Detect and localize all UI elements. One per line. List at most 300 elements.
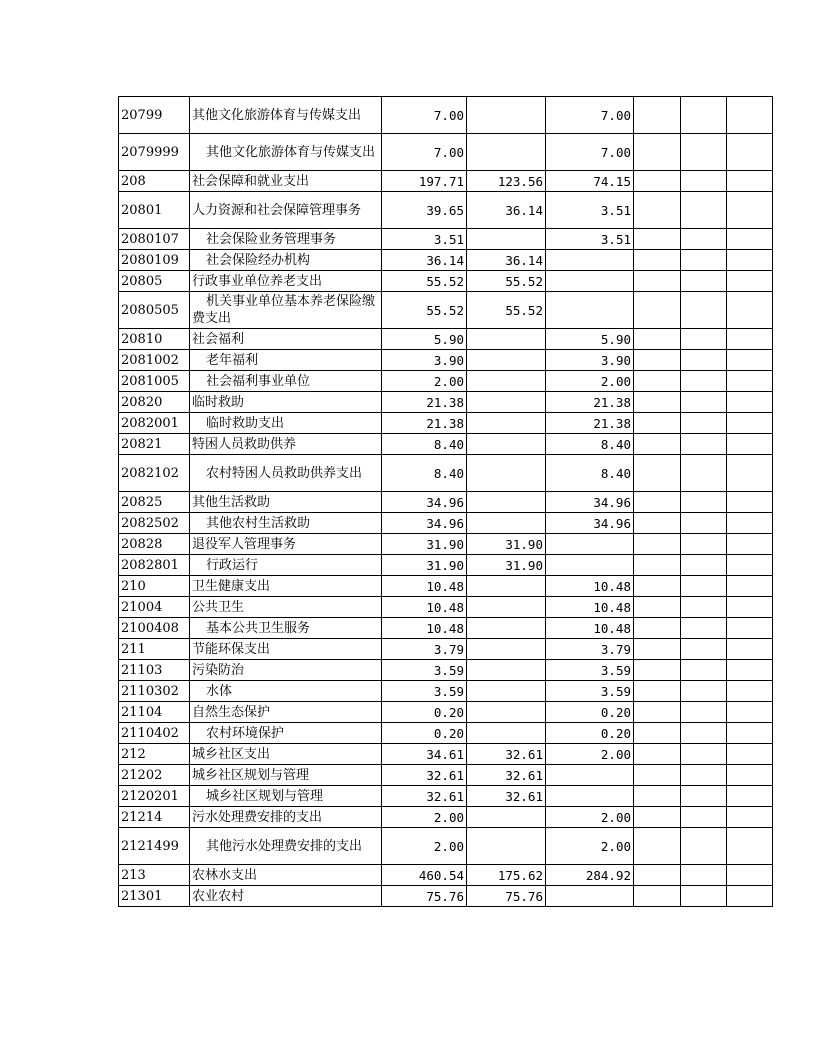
table-row: [119, 639, 773, 660]
basic-expenditure-text: 36.14: [505, 202, 543, 218]
subject-code-cell: [119, 576, 190, 597]
table-row: [119, 413, 773, 434]
total-amount-text: 460.54: [418, 867, 464, 883]
subject-code-cell: [119, 434, 190, 455]
project-expenditure-cell: [546, 250, 634, 271]
subject-name-cell: [190, 723, 382, 744]
empty-cell: [681, 329, 727, 350]
empty-cell: [681, 702, 727, 723]
empty-cell: [727, 134, 773, 171]
subject-name-cell: [190, 702, 382, 723]
empty-cell: [634, 171, 681, 192]
total-amount-cell: [382, 765, 467, 786]
project-expenditure-cell: [546, 597, 634, 618]
subject-code-text: 21104: [121, 704, 163, 720]
empty-cell: [681, 392, 727, 413]
subject-code-text: 2121499: [121, 838, 179, 854]
total-amount-text: 34.96: [426, 494, 464, 510]
project-expenditure-cell: [546, 192, 634, 229]
empty-cell: [634, 597, 681, 618]
subject-name-cell: [190, 329, 382, 350]
subject-code-cell: [119, 865, 190, 886]
table-row: [119, 744, 773, 765]
empty-cell: [727, 371, 773, 392]
total-amount-cell: [382, 192, 467, 229]
empty-cell: [681, 434, 727, 455]
subject-name-text: 卫生健康支出: [192, 578, 271, 594]
project-expenditure-text: 10.48: [593, 578, 631, 594]
subject-name-cell: [190, 886, 382, 907]
subject-code-text: 2082102: [121, 465, 179, 481]
empty-cell: [634, 371, 681, 392]
total-amount-cell: [382, 350, 467, 371]
empty-cell: [727, 576, 773, 597]
subject-code-text: 2110302: [121, 683, 179, 699]
subject-code-text: 2080109: [121, 252, 179, 268]
subject-name-text: 城乡社区规划与管理: [192, 767, 310, 783]
basic-expenditure-cell: [467, 413, 546, 434]
total-amount-cell: [382, 660, 467, 681]
project-expenditure-cell: [546, 828, 634, 865]
subject-name-text: 社会福利: [192, 331, 245, 347]
table-row: [119, 786, 773, 807]
empty-cell: [727, 786, 773, 807]
total-amount-text: 5.90: [433, 331, 464, 347]
empty-cell: [634, 828, 681, 865]
empty-cell: [681, 492, 727, 513]
basic-expenditure-cell: [467, 597, 546, 618]
project-expenditure-cell: [546, 413, 634, 434]
project-expenditure-text: 7.00: [600, 107, 631, 123]
empty-cell: [727, 329, 773, 350]
subject-name-cell: [190, 513, 382, 534]
project-expenditure-cell: [546, 229, 634, 250]
total-amount-cell: [382, 371, 467, 392]
empty-cell: [681, 513, 727, 534]
table-row: [119, 192, 773, 229]
empty-cell: [727, 702, 773, 723]
empty-cell: [681, 618, 727, 639]
subject-name-text: 污水处理费安排的支出: [192, 809, 323, 825]
empty-cell: [634, 639, 681, 660]
project-expenditure-cell: [546, 350, 634, 371]
subject-code-cell: [119, 807, 190, 828]
subject-code-cell: [119, 786, 190, 807]
empty-cell: [634, 413, 681, 434]
empty-cell: [634, 765, 681, 786]
table-row: [119, 250, 773, 271]
subject-code-cell: [119, 350, 190, 371]
empty-cell: [681, 865, 727, 886]
total-amount-text: 2.00: [433, 373, 464, 389]
subject-name-text: 退役军人管理事务: [192, 536, 297, 552]
basic-expenditure-cell: [467, 765, 546, 786]
subject-name-text: 农林水支出: [192, 867, 258, 883]
basic-expenditure-cell: [467, 455, 546, 492]
basic-expenditure-cell: [467, 807, 546, 828]
subject-code-cell: [119, 271, 190, 292]
total-amount-text: 31.90: [426, 557, 464, 573]
total-amount-cell: [382, 250, 467, 271]
subject-name-text: 其他生活救助: [192, 494, 271, 510]
empty-cell: [634, 744, 681, 765]
total-amount-cell: [382, 229, 467, 250]
subject-name-cell: [190, 576, 382, 597]
basic-expenditure-cell: [467, 618, 546, 639]
subject-name-cell: [190, 681, 382, 702]
project-expenditure-text: 3.51: [600, 231, 631, 247]
total-amount-text: 21.38: [426, 415, 464, 431]
table-row: [119, 134, 773, 171]
subject-name-text: 自然生态保护: [192, 704, 271, 720]
total-amount-text: 55.52: [426, 273, 464, 289]
project-expenditure-text: 34.96: [593, 494, 631, 510]
subject-code-text: 208: [121, 173, 146, 189]
empty-cell: [634, 576, 681, 597]
subject-code-text: 21004: [121, 599, 163, 615]
basic-expenditure-cell: [467, 513, 546, 534]
subject-name-text: 城乡社区支出: [192, 746, 271, 762]
total-amount-text: 197.71: [418, 173, 464, 189]
table-row: [119, 886, 773, 907]
project-expenditure-cell: [546, 555, 634, 576]
total-amount-text: 2.00: [433, 838, 464, 854]
empty-cell: [727, 97, 773, 134]
subject-name-cell: [190, 392, 382, 413]
empty-cell: [681, 371, 727, 392]
subject-name-cell: [190, 134, 382, 171]
table-row: [119, 171, 773, 192]
subject-code-text: 210: [121, 578, 146, 594]
basic-expenditure-cell: [467, 192, 546, 229]
empty-cell: [727, 681, 773, 702]
subject-code-cell: [119, 192, 190, 229]
subject-code-cell: [119, 371, 190, 392]
subject-name-cell: [190, 97, 382, 134]
total-amount-cell: [382, 492, 467, 513]
subject-name-cell: [190, 455, 382, 492]
table-row: [119, 434, 773, 455]
subject-code-cell: [119, 513, 190, 534]
basic-expenditure-cell: [467, 329, 546, 350]
subject-name-text: 临时救助: [192, 394, 245, 410]
basic-expenditure-cell: [467, 886, 546, 907]
empty-cell: [634, 702, 681, 723]
empty-cell: [634, 807, 681, 828]
empty-cell: [634, 192, 681, 229]
total-amount-cell: [382, 271, 467, 292]
table-row: [119, 576, 773, 597]
basic-expenditure-cell: [467, 555, 546, 576]
basic-expenditure-cell: [467, 371, 546, 392]
project-expenditure-cell: [546, 513, 634, 534]
subject-name-cell: [190, 765, 382, 786]
total-amount-text: 10.48: [426, 620, 464, 636]
subject-name-cell: [190, 250, 382, 271]
table-row: [119, 660, 773, 681]
project-expenditure-cell: [546, 171, 634, 192]
empty-cell: [727, 171, 773, 192]
empty-cell: [727, 744, 773, 765]
table-row: [119, 271, 773, 292]
empty-cell: [634, 660, 681, 681]
table-row: [119, 702, 773, 723]
basic-expenditure-cell: [467, 292, 546, 329]
project-expenditure-text: 21.38: [593, 415, 631, 431]
project-expenditure-text: 2.00: [600, 838, 631, 854]
subject-code-text: 20810: [121, 331, 163, 347]
total-amount-cell: [382, 329, 467, 350]
empty-cell: [634, 250, 681, 271]
empty-cell: [634, 723, 681, 744]
project-expenditure-text: 2.00: [600, 746, 631, 762]
basic-expenditure-cell: [467, 744, 546, 765]
empty-cell: [727, 555, 773, 576]
total-amount-text: 3.51: [433, 231, 464, 247]
project-expenditure-text: 3.51: [600, 202, 631, 218]
basic-expenditure-cell: [467, 350, 546, 371]
subject-name-text: 人力资源和社会保障管理事务: [192, 202, 362, 218]
empty-cell: [634, 97, 681, 134]
empty-cell: [681, 192, 727, 229]
project-expenditure-cell: [546, 886, 634, 907]
subject-name-cell: [190, 660, 382, 681]
subject-code-cell: [119, 134, 190, 171]
total-amount-cell: [382, 639, 467, 660]
subject-name-cell: [190, 786, 382, 807]
subject-name-text: 机关事业单位基本养老保险缴费支出: [192, 294, 376, 326]
basic-expenditure-cell: [467, 723, 546, 744]
empty-cell: [681, 250, 727, 271]
project-expenditure-text: 21.38: [593, 394, 631, 410]
subject-name-text: 污染防治: [192, 662, 245, 678]
total-amount-cell: [382, 134, 467, 171]
table-row: [119, 292, 773, 329]
total-amount-text: 39.65: [426, 202, 464, 218]
subject-code-cell: [119, 886, 190, 907]
subject-code-text: 20805: [121, 273, 163, 289]
empty-cell: [634, 455, 681, 492]
basic-expenditure-cell: [467, 392, 546, 413]
subject-code-cell: [119, 702, 190, 723]
subject-name-text: 农业农村: [192, 888, 245, 904]
subject-name-text: 社会福利事业单位: [206, 373, 311, 389]
empty-cell: [634, 350, 681, 371]
basic-expenditure-cell: [467, 681, 546, 702]
empty-cell: [634, 134, 681, 171]
total-amount-text: 3.90: [433, 352, 464, 368]
basic-expenditure-text: 175.62: [497, 867, 543, 883]
empty-cell: [634, 886, 681, 907]
subject-name-text: 行政事业单位养老支出: [192, 273, 323, 289]
subject-name-cell: [190, 865, 382, 886]
project-expenditure-text: 8.40: [600, 465, 631, 481]
project-expenditure-cell: [546, 807, 634, 828]
total-amount-cell: [382, 513, 467, 534]
total-amount-text: 7.00: [433, 107, 464, 123]
empty-cell: [727, 639, 773, 660]
subject-name-text: 社会保险经办机构: [206, 252, 311, 268]
total-amount-cell: [382, 886, 467, 907]
subject-code-cell: [119, 639, 190, 660]
total-amount-text: 8.40: [433, 436, 464, 452]
subject-code-text: 21214: [121, 809, 163, 825]
subject-code-text: 21202: [121, 767, 163, 783]
table-row: [119, 765, 773, 786]
total-amount-cell: [382, 171, 467, 192]
project-expenditure-text: 10.48: [593, 620, 631, 636]
empty-cell: [681, 597, 727, 618]
empty-cell: [727, 597, 773, 618]
empty-cell: [681, 534, 727, 555]
basic-expenditure-text: 75.76: [505, 888, 543, 904]
empty-cell: [681, 807, 727, 828]
budget-expenditure-table: [118, 96, 773, 907]
subject-code-text: 211: [121, 641, 146, 657]
basic-expenditure-cell: [467, 171, 546, 192]
project-expenditure-text: 0.20: [600, 704, 631, 720]
subject-code-cell: [119, 597, 190, 618]
total-amount-cell: [382, 413, 467, 434]
subject-name-cell: [190, 597, 382, 618]
subject-code-cell: [119, 828, 190, 865]
total-amount-text: 34.96: [426, 515, 464, 531]
empty-cell: [727, 534, 773, 555]
total-amount-text: 32.61: [426, 788, 464, 804]
empty-cell: [681, 828, 727, 865]
table-row: [119, 723, 773, 744]
subject-code-text: 20821: [121, 436, 163, 452]
total-amount-cell: [382, 597, 467, 618]
empty-cell: [727, 618, 773, 639]
project-expenditure-text: 3.79: [600, 641, 631, 657]
total-amount-cell: [382, 618, 467, 639]
subject-name-cell: [190, 492, 382, 513]
project-expenditure-text: 5.90: [600, 331, 631, 347]
project-expenditure-text: 3.59: [600, 683, 631, 699]
project-expenditure-cell: [546, 786, 634, 807]
basic-expenditure-cell: [467, 639, 546, 660]
project-expenditure-text: 8.40: [600, 436, 631, 452]
project-expenditure-text: 7.00: [600, 144, 631, 160]
empty-cell: [727, 828, 773, 865]
subject-code-cell: [119, 292, 190, 329]
total-amount-text: 32.61: [426, 767, 464, 783]
total-amount-cell: [382, 455, 467, 492]
subject-code-cell: [119, 723, 190, 744]
empty-cell: [681, 229, 727, 250]
subject-code-text: 2081002: [121, 352, 179, 368]
empty-cell: [681, 555, 727, 576]
table-row: [119, 97, 773, 134]
empty-cell: [634, 681, 681, 702]
basic-expenditure-cell: [467, 271, 546, 292]
subject-code-cell: [119, 97, 190, 134]
subject-name-cell: [190, 434, 382, 455]
total-amount-text: 75.76: [426, 888, 464, 904]
total-amount-text: 10.48: [426, 599, 464, 615]
table-row: [119, 371, 773, 392]
subject-name-text: 老年福利: [206, 352, 259, 368]
basic-expenditure-text: 32.61: [505, 746, 543, 762]
table-row: [119, 828, 773, 865]
empty-cell: [727, 271, 773, 292]
subject-code-text: 2082001: [121, 415, 179, 431]
empty-cell: [681, 455, 727, 492]
subject-code-text: 213: [121, 867, 146, 883]
project-expenditure-cell: [546, 292, 634, 329]
subject-code-text: 2100408: [121, 620, 179, 636]
subject-name-cell: [190, 271, 382, 292]
basic-expenditure-cell: [467, 250, 546, 271]
subject-code-cell: [119, 681, 190, 702]
total-amount-text: 7.00: [433, 144, 464, 160]
empty-cell: [681, 660, 727, 681]
project-expenditure-text: 2.00: [600, 809, 631, 825]
total-amount-text: 0.20: [433, 725, 464, 741]
table-row: [119, 492, 773, 513]
subject-code-cell: [119, 744, 190, 765]
subject-name-text: 社会保障和就业支出: [192, 173, 310, 189]
table-row: [119, 681, 773, 702]
subject-name-text: 行政运行: [206, 557, 259, 573]
empty-cell: [727, 492, 773, 513]
empty-cell: [681, 639, 727, 660]
basic-expenditure-cell: [467, 97, 546, 134]
empty-cell: [727, 807, 773, 828]
empty-cell: [727, 434, 773, 455]
basic-expenditure-cell: [467, 434, 546, 455]
subject-name-cell: [190, 292, 382, 329]
total-amount-cell: [382, 434, 467, 455]
basic-expenditure-cell: [467, 865, 546, 886]
empty-cell: [634, 492, 681, 513]
table-row: [119, 618, 773, 639]
total-amount-cell: [382, 534, 467, 555]
empty-cell: [634, 329, 681, 350]
project-expenditure-cell: [546, 765, 634, 786]
empty-cell: [681, 134, 727, 171]
subject-code-text: 20825: [121, 494, 163, 510]
total-amount-text: 36.14: [426, 252, 464, 268]
subject-code-text: 20828: [121, 536, 163, 552]
total-amount-cell: [382, 807, 467, 828]
subject-code-text: 2080505: [121, 302, 179, 318]
table-row: [119, 597, 773, 618]
project-expenditure-text: 284.92: [585, 867, 631, 883]
empty-cell: [727, 513, 773, 534]
empty-cell: [727, 250, 773, 271]
subject-name-text: 水体: [206, 683, 233, 699]
project-expenditure-cell: [546, 744, 634, 765]
subject-name-cell: [190, 618, 382, 639]
total-amount-cell: [382, 555, 467, 576]
table-row: [119, 329, 773, 350]
subject-name-cell: [190, 229, 382, 250]
total-amount-cell: [382, 828, 467, 865]
subject-name-text: 其他农村生活救助: [206, 515, 311, 531]
project-expenditure-cell: [546, 639, 634, 660]
empty-cell: [681, 171, 727, 192]
basic-expenditure-text: 123.56: [497, 173, 543, 189]
empty-cell: [727, 350, 773, 371]
table-row: [119, 350, 773, 371]
total-amount-text: 3.59: [433, 662, 464, 678]
subject-name-text: 农村环境保护: [206, 725, 285, 741]
project-expenditure-cell: [546, 681, 634, 702]
basic-expenditure-cell: [467, 134, 546, 171]
empty-cell: [681, 97, 727, 134]
